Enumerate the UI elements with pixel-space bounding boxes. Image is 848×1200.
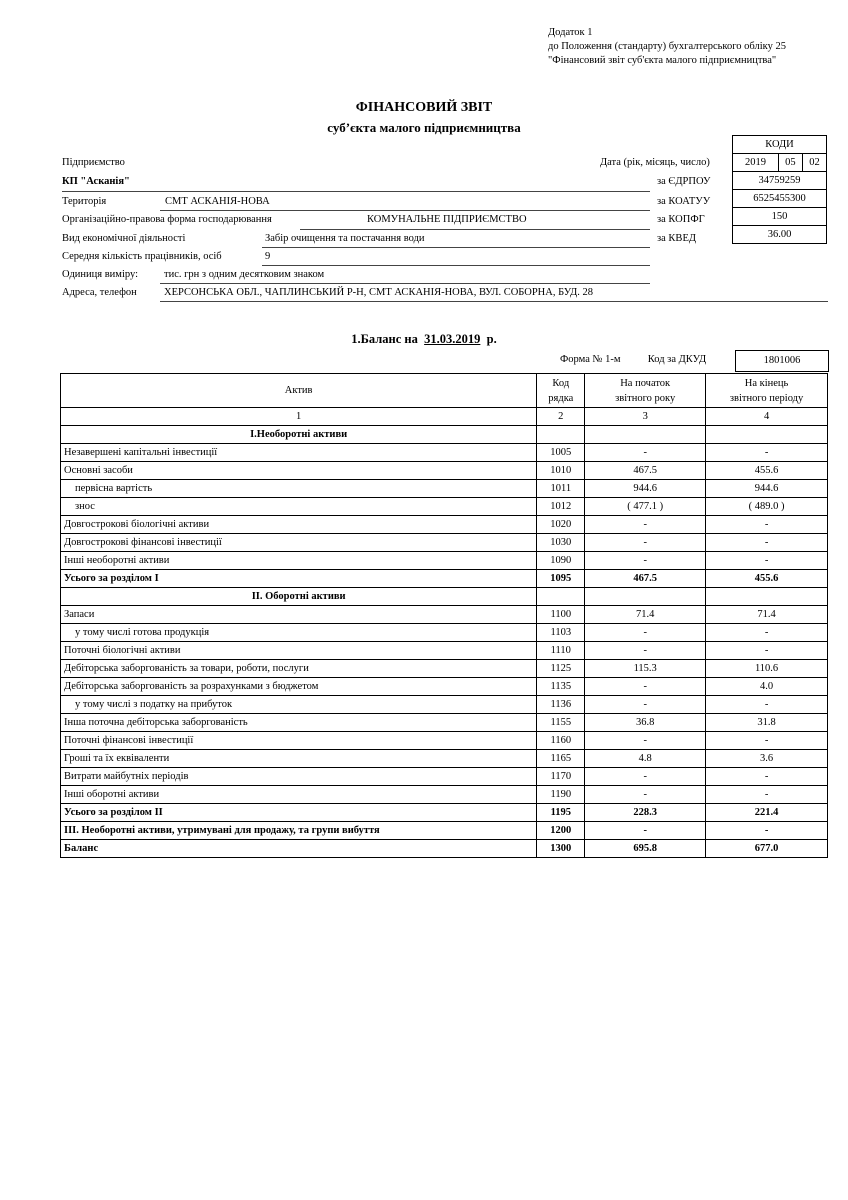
koatuu-code: 6525455300 — [733, 190, 827, 208]
table-row — [61, 444, 828, 462]
row-end-value: 221.4 — [706, 804, 828, 822]
row-code: 1110 — [537, 642, 585, 660]
staff-label: Середня кількість працівників, осіб — [62, 251, 222, 262]
table-row — [61, 822, 828, 840]
row-start-value: 71.4 — [585, 606, 706, 624]
row-name: Поточні біологічні активи — [61, 642, 537, 660]
row-name: Дебіторська заборгованість за розрахунками з бюджетом — [61, 678, 537, 696]
balance-title-prefix: 1.Баланс на — [351, 332, 418, 346]
date-day: 02 — [802, 154, 826, 172]
table-row — [61, 552, 828, 570]
row-name: у тому числі готова продукція — [61, 624, 537, 642]
address-line — [160, 301, 828, 302]
row-end-value: 455.6 — [706, 462, 828, 480]
row-name: у тому числі з податку на прибуток — [61, 696, 537, 714]
row-code: 1020 — [537, 516, 585, 534]
row-start-value: - — [585, 768, 706, 786]
form-info — [560, 354, 706, 365]
row-start-value: - — [585, 678, 706, 696]
row-start-value: - — [585, 624, 706, 642]
staff-value: 9 — [265, 251, 271, 262]
table-row — [61, 696, 828, 714]
territory-line — [160, 210, 650, 211]
balance-table-body — [61, 426, 828, 858]
row-start-value: 695.8 — [585, 840, 706, 858]
activity-label: Вид економічної діяльності — [62, 233, 186, 244]
table-row — [61, 480, 828, 498]
table-row — [61, 534, 828, 552]
row-start-value: 36.8 — [585, 714, 706, 732]
row-end-value — [706, 588, 828, 606]
row-name: Витрати майбутніх періодів — [61, 768, 537, 786]
row-start-value: 467.5 — [585, 570, 706, 588]
row-name: Усього за розділом ІІ — [61, 804, 537, 822]
row-start-value: 467.5 — [585, 462, 706, 480]
row-end-value: 944.6 — [706, 480, 828, 498]
edrpou-code: 34759259 — [733, 172, 827, 190]
row-start-value: - — [585, 786, 706, 804]
col-number-4: 4 — [706, 408, 828, 426]
unit-value: тис. грн з одним десятковим знаком — [164, 269, 325, 280]
table-row — [61, 660, 828, 678]
activity-value: Забір очищення та постачання води — [265, 233, 425, 244]
legal-form-label: Організаційно-правова форма господарювання — [62, 214, 272, 225]
col-start-header — [585, 374, 706, 408]
row-code: 1200 — [537, 822, 585, 840]
row-name: ІІ. Оборотні активи — [61, 588, 537, 606]
balance-title — [0, 332, 848, 347]
section-row — [61, 588, 828, 606]
row-end-value — [706, 426, 828, 444]
row-name: первісна вартість — [61, 480, 537, 498]
row-start-value: - — [585, 642, 706, 660]
row-code — [537, 426, 585, 444]
kved-code: 36.00 — [733, 226, 827, 244]
row-name: Дебіторська заборгованість за товари, роботи, послуги — [61, 660, 537, 678]
col-start-line-1: На початок — [620, 377, 671, 389]
kopfg-code: 150 — [733, 208, 827, 226]
row-name: Незавершені капітальні інвестиції — [61, 444, 537, 462]
row-start-value — [585, 588, 706, 606]
table-row — [61, 462, 828, 480]
table-row — [61, 642, 828, 660]
row-name: Інша поточна дебіторська заборгованість — [61, 714, 537, 732]
annex-line-1: Додаток 1 — [548, 27, 593, 38]
col-number-3: 3 — [585, 408, 706, 426]
row-name: знос — [61, 498, 537, 516]
legal-form-line — [300, 229, 650, 230]
balance-date: 31.03.2019 — [424, 332, 481, 346]
row-code: 1005 — [537, 444, 585, 462]
row-end-value: - — [706, 444, 828, 462]
row-name: Гроші та їх еквіваленти — [61, 750, 537, 768]
table-row — [61, 516, 828, 534]
row-code: 1300 — [537, 840, 585, 858]
table-row — [61, 678, 828, 696]
row-start-value: - — [585, 444, 706, 462]
row-start-value: 115.3 — [585, 660, 706, 678]
row-code: 1100 — [537, 606, 585, 624]
row-start-value: 944.6 — [585, 480, 706, 498]
row-name: Інші необоротні активи — [61, 552, 537, 570]
row-name: Інші оборотні активи — [61, 786, 537, 804]
codes-header: КОДИ — [733, 136, 827, 154]
annex-note — [548, 26, 786, 68]
row-start-value: 4.8 — [585, 750, 706, 768]
row-end-value: 71.4 — [706, 606, 828, 624]
table-row — [61, 498, 828, 516]
row-end-value: 3.6 — [706, 750, 828, 768]
row-name: ІІІ. Необоротні активи, утримувані для продажу, та групи вибуття — [61, 822, 537, 840]
row-start-value: - — [585, 552, 706, 570]
col-asset-header: Актив — [61, 374, 537, 408]
col-number-2: 2 — [537, 408, 585, 426]
row-code: 1090 — [537, 552, 585, 570]
row-name: Баланс — [61, 840, 537, 858]
row-start-value — [585, 426, 706, 444]
row-end-value: ( 489.0 ) — [706, 498, 828, 516]
row-end-value: - — [706, 696, 828, 714]
row-end-value: - — [706, 732, 828, 750]
enterprise-name-line — [62, 191, 650, 192]
annex-line-3: "Фінансовий звіт суб'єкта малого підприємництва" — [548, 55, 777, 66]
col-end-header — [706, 374, 828, 408]
kopfg-label: за КОПФГ — [657, 214, 705, 225]
col-code-line-2: рядка — [548, 392, 574, 404]
address-label: Адреса, телефон — [62, 287, 137, 298]
row-name: Довгострокові фінансові інвестиції — [61, 534, 537, 552]
row-name: Основні засоби — [61, 462, 537, 480]
row-name: І.Необоротні активи — [61, 426, 537, 444]
row-end-value: 677.0 — [706, 840, 828, 858]
row-code: 1165 — [537, 750, 585, 768]
codes-box — [732, 135, 827, 244]
row-end-value: - — [706, 642, 828, 660]
table-row — [61, 732, 828, 750]
row-end-value: - — [706, 624, 828, 642]
date-label: Дата (рік, місяць, число) — [600, 157, 710, 168]
row-name: Довгострокові біологічні активи — [61, 516, 537, 534]
row-code: 1095 — [537, 570, 585, 588]
row-end-value: 455.6 — [706, 570, 828, 588]
row-code: 1135 — [537, 678, 585, 696]
row-start-value: ( 477.1 ) — [585, 498, 706, 516]
row-code: 1012 — [537, 498, 585, 516]
col-number-1: 1 — [61, 408, 537, 426]
col-end-line-1: На кінець — [744, 377, 789, 389]
unit-line — [160, 283, 650, 284]
balance-table — [60, 373, 828, 858]
row-code: 1155 — [537, 714, 585, 732]
row-start-value: - — [585, 732, 706, 750]
address-value: ХЕРСОНСЬКА ОБЛ., ЧАПЛИНСЬКИЙ Р-Н, СМТ АСКАНІЯ-НОВА, ВУЛ. СОБОРНА, БУД. 28 — [164, 287, 594, 298]
table-row — [61, 750, 828, 768]
table-row — [61, 840, 828, 858]
report-title: ФІНАНСОВИЙ ЗВІТ — [355, 100, 493, 115]
enterprise-label: Підприємство — [62, 157, 125, 168]
row-code: 1190 — [537, 786, 585, 804]
row-name: Усього за розділом І — [61, 570, 537, 588]
table-row — [61, 768, 828, 786]
col-end-line-2: звітного періоду — [729, 392, 804, 404]
col-code-line-1: Код — [552, 377, 570, 389]
row-end-value: 110.6 — [706, 660, 828, 678]
row-start-value: - — [585, 534, 706, 552]
row-end-value: 4.0 — [706, 678, 828, 696]
balance-title-suffix: р. — [486, 332, 497, 346]
date-month: 05 — [778, 154, 802, 172]
territory-label: Територія — [62, 196, 107, 207]
row-code: 1136 — [537, 696, 585, 714]
legal-form-value: КОМУНАЛЬНЕ ПІДПРИЄМСТВО — [367, 214, 527, 225]
section-row — [61, 426, 828, 444]
row-end-value: 31.8 — [706, 714, 828, 732]
col-start-line-2: звітного року — [615, 392, 676, 404]
row-code: 1170 — [537, 768, 585, 786]
table-row — [61, 570, 828, 588]
table-row — [61, 624, 828, 642]
row-end-value: - — [706, 516, 828, 534]
koatuu-label: за КОАТУУ — [657, 196, 711, 207]
table-row — [61, 804, 828, 822]
enterprise-name: КП "Асканія" — [62, 176, 130, 187]
row-name: Запаси — [61, 606, 537, 624]
row-code: 1125 — [537, 660, 585, 678]
annex-line-2: до Положення (стандарту) бухгалтерського обліку 25 — [548, 41, 786, 52]
table-row — [61, 714, 828, 732]
dkud-label: Код за ДКУД — [647, 354, 707, 365]
row-start-value: - — [585, 822, 706, 840]
row-end-value: - — [706, 768, 828, 786]
row-code: 1010 — [537, 462, 585, 480]
report-subtitle: суб’єкта малого підприємництва — [327, 120, 521, 135]
row-start-value: - — [585, 516, 706, 534]
kved-label: за КВЕД — [657, 233, 697, 244]
activity-line — [262, 247, 650, 248]
row-code: 1195 — [537, 804, 585, 822]
row-code: 1103 — [537, 624, 585, 642]
row-code — [537, 588, 585, 606]
staff-line — [262, 265, 650, 266]
row-end-value: - — [706, 822, 828, 840]
row-name: Поточні фінансові інвестиції — [61, 732, 537, 750]
row-end-value: - — [706, 552, 828, 570]
row-start-value: - — [585, 696, 706, 714]
date-year: 2019 — [733, 154, 779, 172]
row-code: 1030 — [537, 534, 585, 552]
unit-label: Одиниця виміру: — [62, 269, 138, 280]
territory-value: СМТ АСКАНІЯ-НОВА — [165, 196, 270, 207]
table-row — [61, 786, 828, 804]
row-end-value: - — [706, 786, 828, 804]
row-code: 1160 — [537, 732, 585, 750]
form-label: Форма № 1-м — [560, 354, 621, 365]
edrpou-label: за ЄДРПОУ — [657, 176, 711, 187]
row-code: 1011 — [537, 480, 585, 498]
dkud-code: 1801006 — [735, 350, 829, 372]
row-start-value: 228.3 — [585, 804, 706, 822]
table-row — [61, 606, 828, 624]
col-code-header — [537, 374, 585, 408]
row-end-value: - — [706, 534, 828, 552]
